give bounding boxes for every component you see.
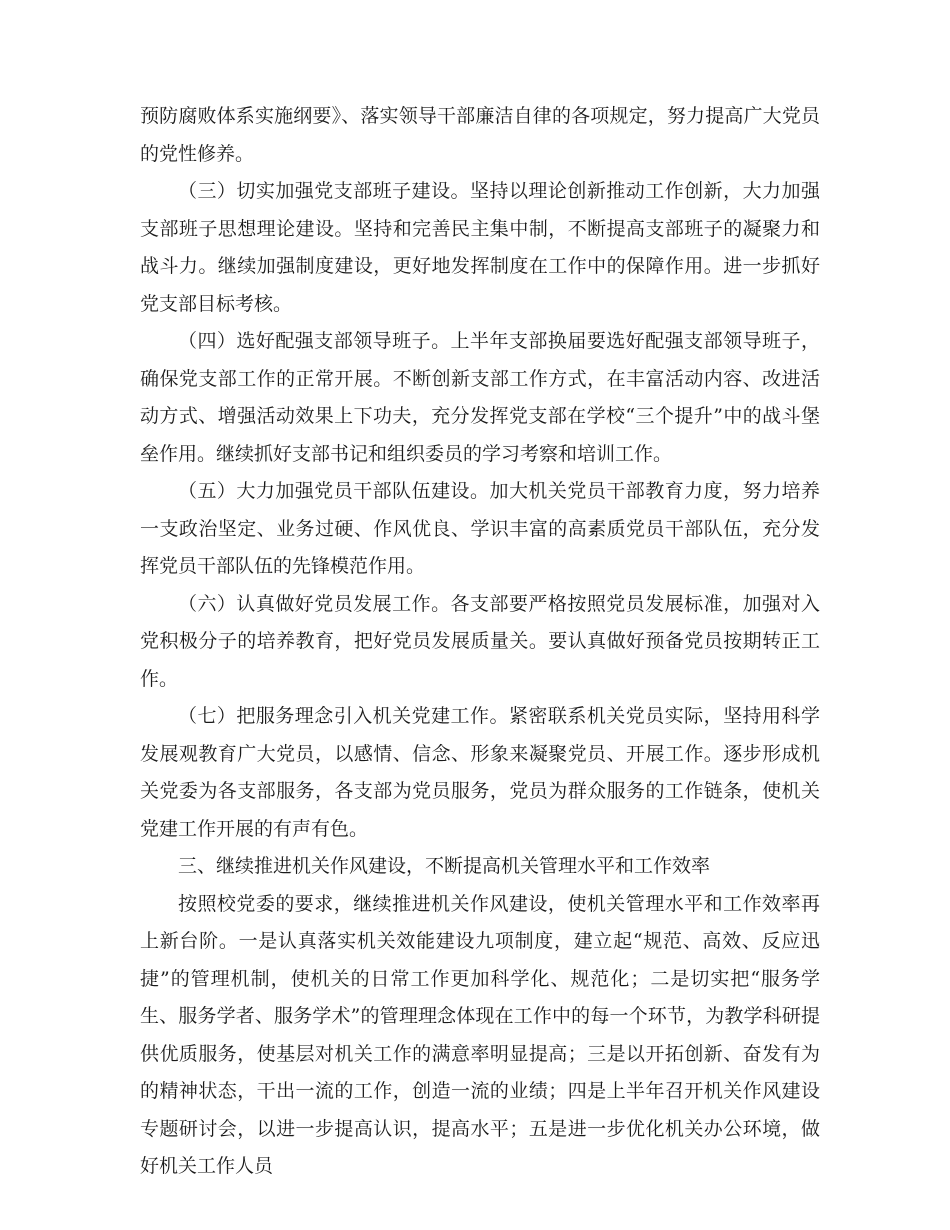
paragraph-continuation: 预防腐败体系实施纲要》、落实领导干部廉洁自律的各项规定，努力提高广大党员的党性修养。 <box>140 105 820 165</box>
paragraph-section-3: （三）切实加强党支部班子建设。坚持以理论创新推动工作创新，大力加强支部班子思想理论建设。坚持和完善民主集中制，不断提高支部班子的凝聚力和战斗力。继续加强制度建设，更好地发挥制度在工作中的保障作用。进一步抓好党支部目标考核。 <box>140 180 820 315</box>
paragraph-section-5: （五）大力加强党员干部队伍建设。加大机关党员干部教育力度，努力培养一支政治坚定、业务过硬、作风优良、学识丰富的高素质党员干部队伍，充分发挥党员干部队伍的先锋模范作用。 <box>140 480 820 577</box>
section-heading: 三、继续推进机关作风建设，不断提高机关管理水平和工作效率 <box>178 855 711 877</box>
paragraph-work-style: 按照校党委的要求，继续推进机关作风建设，使机关管理水平和工作效率再上新台阶。一是认真落实机关效能建设九项制度，建立起“规范、高效、反应迅捷”的管理机制，使机关的日常工作更加科学化、规范化；二是切实把“服务学生、服务学者、服务学术”的管理理念体现在工作中的每一个环节，为教学科研提供优质服务，使基层对机关工作的满意率明显提高；三是以开拓创新、奋发有为的精神状态，干出一流的工作，创造一流的业绩；四是上半年召开机关作风建设专题研讨会，以进一步提高认识，提高水平；五是进一步优化机关办公环境，做好机关工作人员 <box>140 892 820 1177</box>
paragraph-section-6: （六）认真做好党员发展工作。各支部要严格按照党员发展标准，加强对入党积极分子的培养教育，把好党员发展质量关。要认真做好预备党员按期转正工作。 <box>140 592 820 690</box>
paragraph-section-7: （七）把服务理念引入机关党建工作。紧密联系机关党员实际，坚持用科学发展观教育广大党员，以感情、信念、形象来凝聚党员、开展工作。逐步形成机关党委为各支部服务，各支部为党员服务，党员为群众服务的工作链条，使机关党建工作开展的有声有色。 <box>140 705 820 840</box>
document-page <box>140 98 820 1186</box>
paragraph-section-4: （四）选好配强支部领导班子。上半年支部换届要选好配强支部领导班子，确保党支部工作的正常开展。不断创新支部工作方式，在丰富活动内容、改进活动方式、增强活动效果上下功夫，充分发挥党支部在学校“三个提升”中的战斗堡垒作用。继续抓好支部书记和组织委员的学习考察和培训工作。 <box>140 330 820 465</box>
